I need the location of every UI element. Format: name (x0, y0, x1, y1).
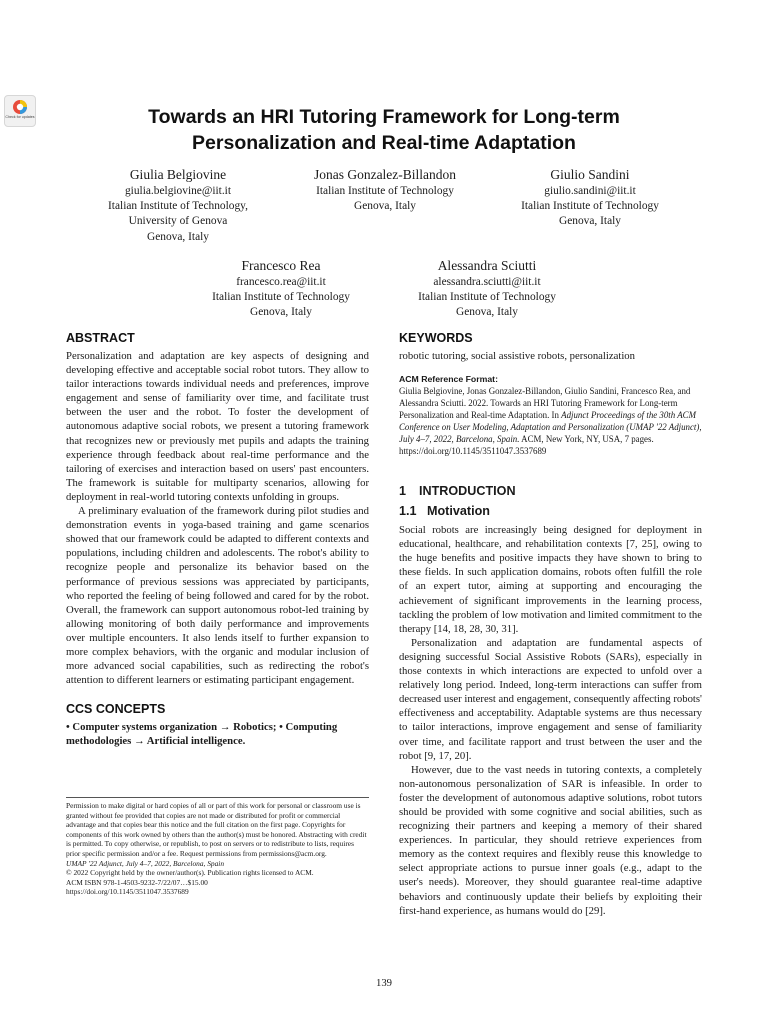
badge-label: Check for updates (5, 115, 35, 119)
author-affiliation: Italian Institute of Technology (316, 185, 454, 197)
keywords-heading: KEYWORDS (399, 331, 473, 345)
author-email[interactable]: giulia.belgiovine@iit.it (124, 185, 232, 197)
author-email[interactable]: francesco.rea@iit.it (236, 276, 326, 288)
isbn-line: ACM ISBN 978-1-4503-9232-7/22/07…$15.00 (66, 877, 208, 887)
author-block (80, 166, 276, 245)
author-block (285, 166, 485, 214)
reference-venue: Adjunct Proceedings of the 30th ACM Conference on User Modeling, Adaptation and Personalization (UMAP '22 Adjunct), July 4–7, 2022, Barcelona, Spain. (399, 410, 702, 445)
author-location: Genova, Italy (559, 215, 621, 228)
author-block (183, 257, 379, 321)
page-number: 139 (375, 977, 393, 989)
author-location: Genova, Italy (354, 200, 416, 213)
title-line-1: Towards an HRI Tutoring Framework for Long-term (148, 106, 620, 128)
abstract-paragraph: Personalization and adaptation are key aspects of designing and developing effective and acceptable social robot tutors. They allow to tailor interactions towards individual needs and preferences, improve engagement and sense of familiarity over time, and facilitate trust between the user and the robot. To foster the development of autonomous adaptive social robots, we present a tutoring framework that recognizes new or previously met pupils and adapts the training experience through feedback about real-time performance and the tailoring of exercises and interaction based on users' past encounters. The framework is suitable for multiparty scenarios, allowing for deployment in real-world tutoring contexts unfolding in groups. (66, 350, 369, 503)
author-affiliation: Italian Institute of Technology (212, 291, 350, 304)
author-block (389, 257, 585, 321)
author-affiliation: Italian Institute of Technology (418, 291, 556, 304)
section-heading-introduction (399, 483, 702, 499)
section-number: 1 (399, 484, 407, 499)
author-affiliation: Italian Institute of Technology (521, 200, 659, 213)
author-affiliation: University of Genova (128, 215, 228, 228)
ccs-concepts: • Computer systems organization → Robotics; • Computing methodologies → Artificial intelligence. (66, 721, 338, 748)
intro-paragraph: Social robots are increasingly being designed for deployment in educational, healthcare, and rehabilitation contexts [7, 25], owing to the huge benefits and positive impacts they have shown to bring to these fields. In such application domains, robots often fulfill the role of an expert tutor, aiming at supporting and encouraging the achievement of significant improvements in the learning process, tackling the problem of low motivation and limited commitment to the therapy [14, 18, 28, 30, 31]. (399, 524, 702, 635)
subsection-number: 1.1 (399, 504, 417, 519)
left-column (66, 330, 369, 748)
author-email[interactable]: alessandra.sciutti@iit.it (433, 276, 541, 288)
author-block (492, 166, 688, 230)
author-location: Genova, Italy (456, 306, 518, 319)
reference-text (399, 385, 702, 457)
reference-heading: ACM Reference Format: (399, 374, 498, 385)
reference-pre: Giulia Belgiovine, Jonas Gonzalez-Billandon, Giulio Sandini, Francesco Rea, and Alessandra Sciutti. 2022. Towards an HRI Tutoring Framework for Long-term Personalization and Real-time Adaptation. In (399, 386, 691, 421)
title-line-2: Personalization and Real-time Adaptation (192, 132, 576, 154)
abstract-paragraph: A preliminary evaluation of the framework during pilot studies and demonstration events in yoga-based training and game scenarios showed that our framework could be adapted to different contexts and populations, including children and adolescents. The robot's ability to recognize people and personalize its behavior based on the performance of previous sessions was appreciated by participants, who reported the feeling of being followed and cared for by the robot. Overall, the framework can support autonomous robot-led training by allowing monitoring of both daily performance and improvements over multiple encounters. It also lends itself to further expansion to more complex behaviors, with the organic and modular inclusion of more advanced social capabilities, such as redirecting the robot's attention to different learners or estimating participant engagement. (66, 505, 369, 687)
reference-post: ACM, New York, NY, USA, 7 pages. https://doi.org/10.1145/3511047.3537689 (399, 434, 654, 457)
paper-title (64, 104, 704, 156)
intro-paragraph: Personalization and adaptation are fundamental aspects of designing successful Social Assistive Robots (SARs), especially in those contexts in which interactions are expected to unfold over a relatively long period. Indeed, long-term interactions can suffer from decreased user interest and engagement, consequently affecting robots' effectiveness and acceptability. Adaptable systems are thus necessary to tailor interactions, improve engagement and sense of familiarity over time, and facilitate rapport and trust between the user and the robot [9, 17, 20]. (399, 636, 702, 762)
author-affiliation: Italian Institute of Technology, (108, 200, 248, 213)
check-for-updates-icon (12, 99, 28, 115)
author-location: Genova, Italy (147, 230, 209, 243)
intro-paragraph: However, due to the vast needs in tutoring contexts, a completely non-autonomous personalization of SAR is infeasible. In order to foster the development of autonomous adaptive solutions, robot tutors should be provided with some cognitive and social abilities, such as recognizing their partners and keeping a memory of their shared experiences. In particular, they should retrieve experiences from memory as the context requires and flexibly reuse this knowledge to select appropriate actions to pursue inner goals (e.g., adapt to the user's needs). Moreover, they should guarantee real-time adaptive behaviors and continuously update their beliefs by exploiting their first-hand experience, as humans would do [29]. (399, 763, 702, 917)
author-name: Alessandra Sciutti (437, 258, 537, 273)
permission-text: Permission to make digital or hard copies of all or part of this work for personal or classroom use is granted without fee provided that copies are not made or distributed for profit or commercial advantage and that copies bear this notice and the full citation on the first page. Copyrights for components of this work owned by others than the author(s) must be honored. Abstracting with credit is permitted. To copy otherwise, or republish, to post on servers or to redistribute to lists, requires prior specific permission and/or a fee. Request permissions from permissions@acm.org. (66, 801, 367, 858)
check-for-updates-badge[interactable] (4, 95, 36, 127)
venue-line: UMAP '22 Adjunct, July 4–7, 2022, Barcelona, Spain (66, 858, 225, 868)
subsection-title: Motivation (427, 504, 490, 519)
author-email[interactable]: giulio.sandini@iit.it (544, 185, 636, 197)
author-name: Francesco Rea (241, 258, 321, 273)
abstract-heading: ABSTRACT (66, 331, 135, 345)
ccs-heading: CCS CONCEPTS (66, 702, 166, 717)
copyright-line: © 2022 Copyright held by the owner/author(s). Publication rights licensed to ACM. (66, 868, 314, 878)
subsection-heading-motivation (399, 503, 702, 519)
keywords-text: robotic tutoring, social assistive robots, personalization (399, 350, 635, 362)
right-column (399, 330, 702, 918)
author-name: Jonas Gonzalez-Billandon (313, 167, 457, 182)
doi-link[interactable]: https://doi.org/10.1145/3511047.3537689 (66, 887, 189, 897)
author-location: Genova, Italy (250, 306, 312, 319)
author-name: Giulia Belgiovine (129, 167, 227, 182)
permission-footnote (66, 797, 369, 897)
section-title: INTRODUCTION (419, 484, 516, 499)
author-name: Giulio Sandini (550, 167, 630, 182)
